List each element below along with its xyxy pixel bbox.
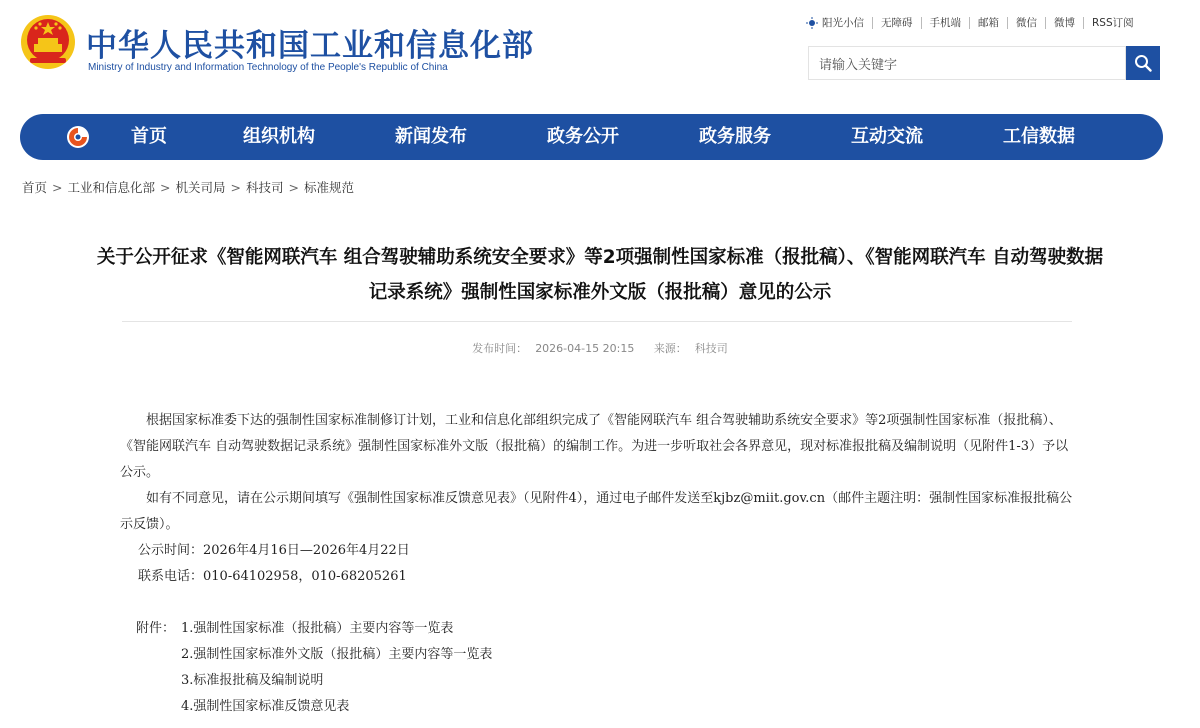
site-subtitle: Ministry of Industry and Information Technology of the People's Republic of China (88, 62, 448, 73)
top-link-label: 阳光小信 (822, 17, 864, 29)
breadcrumb-item[interactable]: 机关司局 (175, 180, 226, 195)
article-meta (0, 340, 1200, 356)
breadcrumb (22, 178, 354, 196)
main-nav (20, 114, 1163, 160)
paragraph-intro: 根据国家标准委下达的强制性国家标准制修订计划，工业和信息化部组织完成了《智能网联汽车 组合驾驶辅助系统安全要求》等2项强制性国家标准（报批稿）、《智能网联汽车 自动驾驶数据记录系统》强制性国家标准外文版（报批稿）的编制工作。为进一步听取社会各界意见，现对标准报批稿及编制说明（见附件1-3）予以公示。 (120, 413, 1069, 480)
breadcrumb-separator: > (230, 179, 241, 195)
source (650, 342, 732, 355)
nav-item-interaction[interactable]: 互动交流 (851, 126, 923, 147)
search-input[interactable]: 请输入关键字 (808, 46, 1126, 80)
breadcrumb-item[interactable]: 科技司 (246, 180, 284, 195)
search-button[interactable] (1126, 46, 1160, 80)
source-label: 来源： (653, 342, 687, 355)
site-title: 中华人民共和国工业和信息化部 (86, 28, 534, 64)
top-link-weibo[interactable]: 微博 (1045, 17, 1083, 29)
title-divider (122, 321, 1072, 322)
top-link-accessibility[interactable]: 无障碍 (872, 17, 921, 29)
top-links (806, 17, 1142, 29)
publish-value: 2026-04-15 20:15 (535, 342, 635, 355)
national-emblem-icon (20, 14, 76, 70)
search-icon (1134, 54, 1152, 72)
nav-item-gov-service[interactable]: 政务服务 (699, 126, 771, 147)
nav-item-data[interactable]: 工信数据 (1003, 126, 1075, 147)
breadcrumb-separator: > (288, 179, 299, 195)
sun-icon (806, 17, 818, 29)
publish-time (468, 342, 638, 355)
notice-period: 公示时间：2026年4月16日—2026年4月22日 (138, 543, 410, 558)
nav-item-news[interactable]: 新闻发布 (395, 126, 467, 147)
publish-label: 发布时间： (472, 342, 528, 355)
nav-item-home[interactable]: 首页 (131, 126, 167, 147)
breadcrumb-item[interactable]: 工业和信息化部 (67, 180, 156, 195)
attachment-link[interactable]: 2.强制性国家标准外文版（报批稿）主要内容等一览表 (181, 647, 493, 662)
article-title: 关于公开征求《智能网联汽车 组合驾驶辅助系统安全要求》等2项强制性国家标准（报批稿）、《智能网联汽车 自动驾驶数据记录系统》强制性国家标准外文版（报批稿）意见的公示 (96, 247, 1104, 303)
breadcrumb-separator: > (52, 179, 63, 195)
top-link-rss[interactable]: RSS订阅 (1083, 17, 1142, 29)
paragraph-feedback: 如有不同意见，请在公示期间填写《强制性国家标准反馈意见表》（见附件4），通过电子邮件发送至kjbz@miit.gov.cn（邮件主题注明：强制性国家标准报批稿公示反馈）。 (120, 491, 1073, 532)
source-value: 科技司 (694, 342, 728, 355)
breadcrumb-item[interactable]: 首页 (22, 180, 48, 195)
top-link-mail[interactable]: 邮箱 (969, 17, 1007, 29)
contact-phone: 联系电话：010-64102958，010-68205261 (138, 569, 407, 584)
breadcrumb-item[interactable]: 标准规范 (304, 180, 355, 195)
top-link-wechat[interactable]: 微信 (1007, 17, 1045, 29)
attachment-link[interactable]: 3.标准报批稿及编制说明 (181, 673, 324, 688)
nav-item-gov-open[interactable]: 政务公开 (547, 126, 619, 147)
miit-logo-icon (66, 125, 90, 149)
attachment-link[interactable]: 1.强制性国家标准（报批稿）主要内容等一览表 (181, 621, 454, 636)
attachment-link[interactable]: 4.强制性国家标准反馈意见表 (181, 699, 350, 714)
breadcrumb-separator: > (160, 179, 171, 195)
nav-item-organization[interactable]: 组织机构 (243, 126, 315, 147)
attachments-label: 附件： (136, 621, 176, 636)
top-link-mobile[interactable]: 手机端 (921, 17, 970, 29)
top-link-sunshine[interactable] (806, 17, 872, 29)
